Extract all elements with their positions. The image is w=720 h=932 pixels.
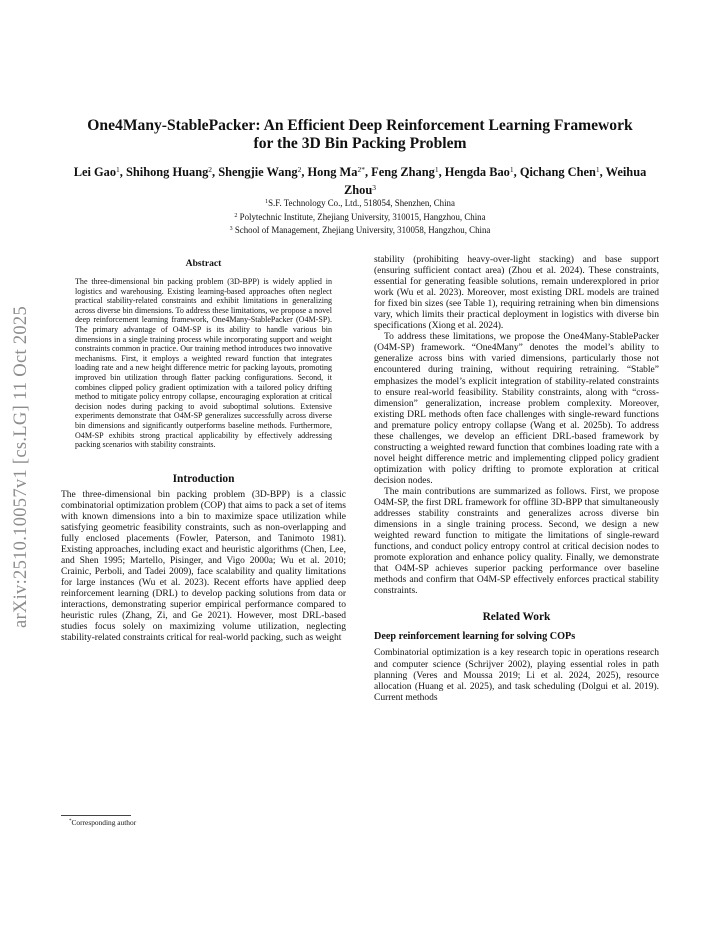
affiliation: $^3$ School of Management, Zhejiang University, 310058, Hangzhou, China <box>229 225 491 235</box>
affiliations <box>60 196 660 237</box>
title-line-1: One4Many-StablePacker: An Efficient Deep Reinforcement Learning Framework <box>87 117 633 134</box>
abstract-heading: Abstract <box>185 258 222 269</box>
affiliation: $^1$S.F. Technology Co., Ltd., 518054, Shenzhen, China <box>265 198 455 208</box>
author: Qichang Chen$^1$ <box>519 165 600 179</box>
author: Shihong Huang$^2$ <box>125 165 213 179</box>
author: Lei Gao$^1$ <box>73 165 120 179</box>
abstract-text: The three-dimensional bin packing problem (3D-BPP) is widely applied in logistics and warehousing. Existing learning-based approaches often neglect practical stability-related constraints and exhibit limitations in generalizing across diverse bin dimensions. To address these limitations, we propose a novel deep reinforcement learning framework, One4Many-StablePacker (O4M-SP). The primary advantage of O4M-SP is its ability to handle various bin dimensions in a single training process while incorporating support and weight constraints common in practice. Our training method introduces two innovative mechanisms. First, it employs a weighted reward function that integrates loading rate and a new height difference metric for packing layouts, promoting improved bin utilization through flatter packing configurations. Second, it combines clipped policy gradient optimization with a tailored policy drifting method to mitigate policy entropy collapse, encouraging exploration at critical decision nodes during packing to avoid suboptimal solutions. Extensive experiments demonstrate that O4M-SP generalizes successfully across diverse bin dimensions and significantly outperforms baseline methods. Furthermore, O4M-SP exhibits strong practical applicability by effectively addressing packing scenarios with stability constraints. <box>75 277 332 450</box>
introduction-heading: Introduction <box>172 472 235 485</box>
contributions-paragraph: The main contributions are summarized as follows. First, we propose O4M-SP, the first DRL framework for offline 3D-BPP that simultaneously addresses stability constraints and generalizes across diverse bin dimensions in a single training process. Second, we design a new weighted reward function to mitigate the limitations of single-reward functions, and conduct policy entropy control at critical decision nodes to promote exploration and enhance policy quality. Finally, we demonstrate that O4M-SP achieves superior packing performance over baseline methods and confirm that O4M-SP effectively enforces practical stability constraints. <box>374 486 659 597</box>
author: Shengjie Wang$^2$ <box>218 165 302 179</box>
footnote-rule <box>61 815 131 816</box>
title-line-2: for the 3D Bin Packing Problem <box>253 135 467 152</box>
left-column <box>61 255 346 644</box>
related-subheading: Deep reinforcement learning for solving COPs <box>374 631 576 643</box>
author: Weihua Zhou$^3$ <box>344 165 647 197</box>
body-paragraph: To address these limitations, we propose the One4Many-StablePacker (O4M-SP) framework. “One4Many” denotes the model’s ability to generalize across bins with varied dimensions, particularly those not encountered during training, without requiring retraining. “Stable” emphasizes the model’s explicit integration of stability-related constraints to ensure real-world feasibility. Stability constraints, along with “cross-dimension” generalization, increase problem complexity. Moreover, existing DRL methods often face challenges with single-reward functions and premature policy entropy collapse (Wang et al. 2025b). To address these challenges, we develop an efficient DRL-based framework by constructing a weighted reward function that combines loading rate with a novel height difference metric and implementing clipped policy gradient optimization with policy drifting to promote exploration at critical decision nodes. <box>374 332 659 486</box>
paper-title <box>60 117 660 153</box>
author: Hengda Bao$^1$ <box>444 165 514 179</box>
author: Hong $Ma^{2*}$ <box>307 165 365 179</box>
author-list: Lei Gao$^1$, Shihong Huang$^2$, Shengjie Wang$^2$, Hong $Ma^{2*}$, Feng Zhang$^1$, Hengda Bao$^1$, Qichang Chen$^1$, Weihua Zhou$^3$ <box>73 165 647 197</box>
footnote: *Corresponding author <box>69 818 137 827</box>
body-paragraph: stability (prohibiting heavy-over-light stacking) and base support (ensuring sufficient contact area) (Zhou et al. 2024). These constraints, essential for generating feasible solutions, remain underexplored in prior work (Wu et al. 2023). Moreover, most existing DRL models are trained for fixed bin sizes (see Table 1), requiring retraining when bin dimensions vary, which limits their practical deployment in logistics with diverse bin specifications (Xiong et al. 2024). <box>374 255 659 332</box>
related-work-heading: Related Work <box>482 611 551 624</box>
arxiv-identifier: arXiv:2510.10057v1 [cs.LG] 11 Oct 2025 <box>11 305 31 629</box>
author: Feng Zhang$^1$ <box>371 165 439 179</box>
affiliation: $^2$ Polytechnic Institute, Zhejiang University, 310015, Hangzhou, China <box>234 211 486 222</box>
right-column <box>374 255 659 704</box>
introduction-paragraph: The three-dimensional bin packing problem (3D-BPP) is a classic combinatorial optimization problem (COP) that aims to pack a set of items with known dimensions into a bin to maximize space utilization while satisfying geometric feasibility constraints, such as non-overlapping and fully enclosed placements (Fowler, Paterson, and Tanimoto 1981). Existing approaches, including exact and heuristic algorithms (Chen, Lee, and Shen 1995; Martello, Pisinger, and Vigo 2000a; Wu et al. 2010; Crainic, Perboli, and Tadei 2009), face scalability and quality limitations for large instances (Wu et al. 2023). Recent efforts have applied deep reinforcement learning (DRL) to develop packing solutions from data or interactions, demonstrating superior empirical performance compared to heuristic rules (Zhang, Zi, and Ge 2021). However, most DRL-based studies focus solely on maximizing volume utilization, neglecting stability-related constraints critical for real-world packing, such as weight <box>61 489 346 644</box>
related-paragraph: Combinatorial optimization is a key research topic in operations research and computer science (Schrijver 2002), playing essential roles in path planning (Veres and Moussa 2019; Li et al. 2024, 2025), resource allocation (Huang et al. 2025), and task scheduling (Dolgui et al. 2019). Current methods <box>374 648 659 703</box>
